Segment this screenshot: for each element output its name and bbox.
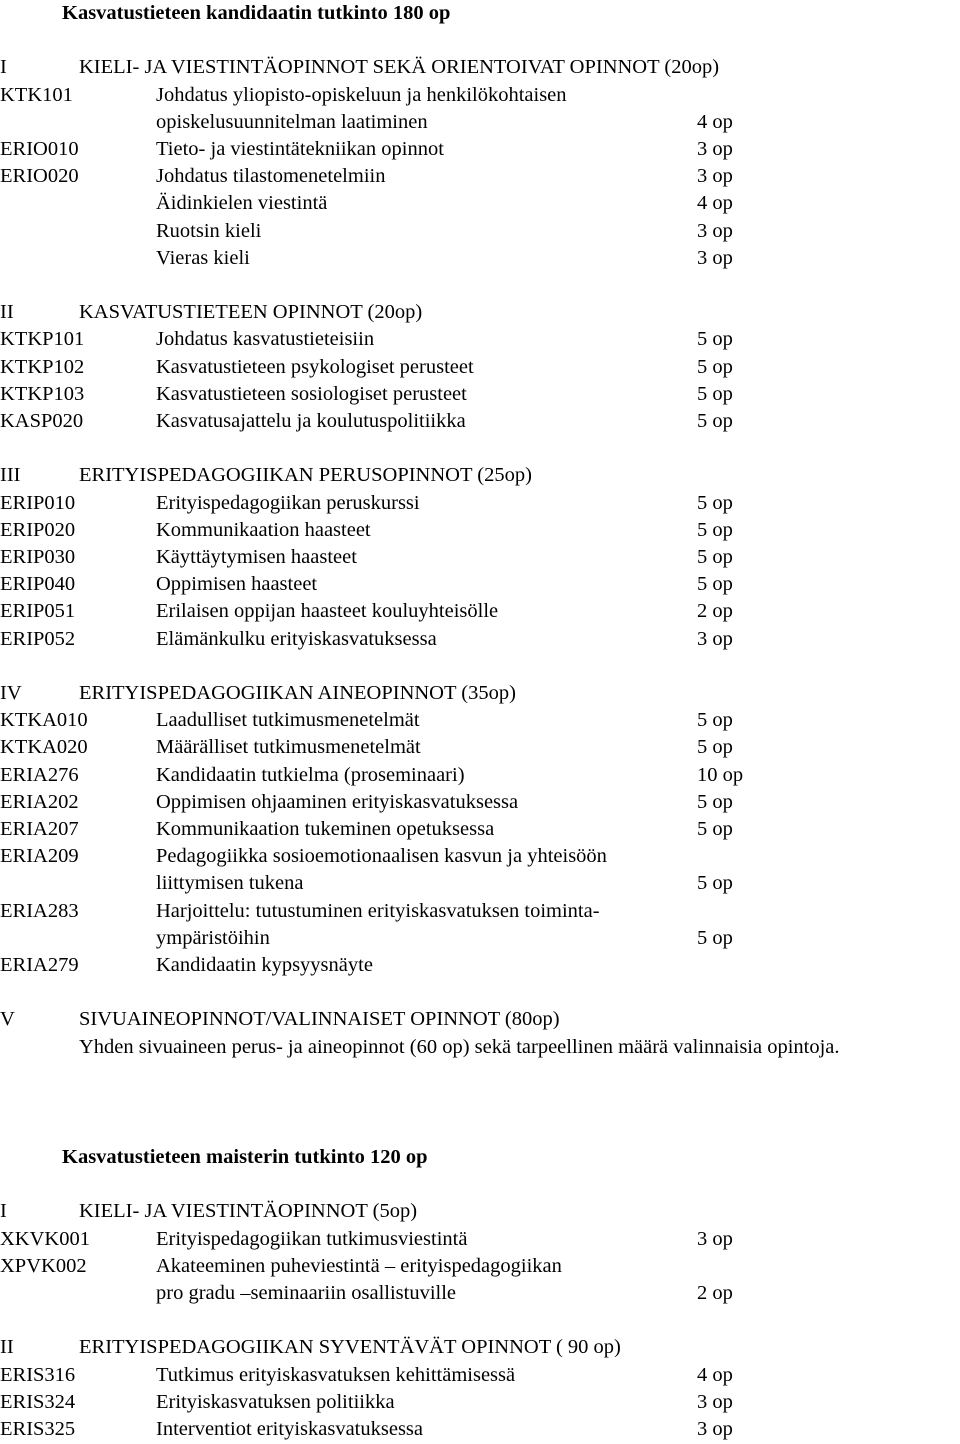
course-code: ERIP052 xyxy=(0,627,76,650)
section-heading: ERITYISPEDAGOGIIKAN SYVENTÄVÄT OPINNOT ( 90 op) xyxy=(79,1336,621,1359)
course-code: KASP020 xyxy=(0,410,84,432)
course-code: ERIA209 xyxy=(0,845,79,868)
section-number: II xyxy=(0,1336,14,1359)
course-code: KTKP103 xyxy=(0,382,85,405)
course-credits: 3 op xyxy=(697,138,733,160)
course-credits: 5 op xyxy=(697,382,733,405)
course-credits: 3 op xyxy=(697,627,733,650)
course-credits: 5 op xyxy=(697,573,733,596)
section-number: I xyxy=(0,56,7,79)
section-heading: KIELI- JA VIESTINTÄOPINNOT (5op) xyxy=(79,1200,418,1223)
course-credits: 3 op xyxy=(697,1418,733,1440)
course-name: Pedagogiikka sosioemotionaalisen kasvun ja yhteisöön xyxy=(156,845,607,868)
course-name: Oppimisen haasteet xyxy=(156,573,318,596)
course-credits: 5 op xyxy=(697,546,733,568)
course-code: KTKA020 xyxy=(0,736,88,759)
course-code: ERIA279 xyxy=(0,954,79,976)
section-number: II xyxy=(0,301,14,324)
course-code: ERIO020 xyxy=(0,165,79,188)
course-code: ERIA283 xyxy=(0,899,79,922)
course-name: liittymisen tukena xyxy=(156,872,304,895)
course-code: ERIS316 xyxy=(0,1363,76,1386)
course-code: ERIP040 xyxy=(0,573,76,596)
section-heading: ERITYISPEDAGOGIIKAN PERUSOPINNOT (25op) xyxy=(79,464,532,487)
course-name: Kasvatustieteen psykologiset perusteet xyxy=(156,355,474,378)
course-name: Tutkimus erityiskasvatuksen kehittämisessä xyxy=(156,1363,516,1386)
course-credits: 10 op xyxy=(697,763,744,786)
course-name: Kommunikaation haasteet xyxy=(156,518,371,541)
course-code: ERIA202 xyxy=(0,790,79,813)
course-code: ERIS325 xyxy=(0,1418,76,1440)
course-credits: 5 op xyxy=(697,736,733,759)
course-code: XKVK001 xyxy=(0,1227,90,1250)
course-credits: 3 op xyxy=(697,165,733,188)
course-code: ERIA276 xyxy=(0,763,79,786)
course-credits: 3 op xyxy=(697,1227,733,1250)
section-heading: SIVUAINEOPINNOT/VALINNAISET OPINNOT (80op) xyxy=(79,1008,560,1031)
course-name: opiskelusuunnitelman laatiminen xyxy=(156,110,428,133)
course-name: Erityispedagogiikan peruskurssi xyxy=(156,491,420,514)
course-name: Erityispedagogiikan tutkimusviestintä xyxy=(156,1227,468,1250)
section-heading: KIELI- JA VIESTINTÄOPINNOT SEKÄ ORIENTOIVAT OPINNOT (20op) xyxy=(79,56,720,79)
course-name: Interventiot erityiskasvatuksessa xyxy=(156,1418,424,1440)
course-credits: 5 op xyxy=(697,709,733,732)
course-name: Johdatus yliopisto-opiskeluun ja henkilökohtaisen xyxy=(156,83,567,106)
section-heading: KASVATUSTIETEEN OPINNOT (20op) xyxy=(79,301,423,324)
course-name: Johdatus tilastomenetelmiin xyxy=(156,165,386,188)
course-code: ERIP020 xyxy=(0,518,76,541)
course-code: KTKP101 xyxy=(0,328,85,351)
course-name: Kandidaatin tutkielma (proseminaari) xyxy=(156,763,465,786)
course-name: Kandidaatin kypsyysnäyte xyxy=(156,954,373,976)
course-name: ympäristöihin xyxy=(156,926,270,949)
course-name: Johdatus kasvatustieteisiin xyxy=(156,328,375,351)
course-credits: 2 op xyxy=(697,600,733,623)
course-code: XPVK002 xyxy=(0,1254,87,1277)
course-credits: 2 op xyxy=(697,1282,733,1304)
course-credits: 3 op xyxy=(697,219,733,242)
course-name: Elämänkulku erityiskasvatuksessa xyxy=(156,627,437,650)
course-code: ERIO010 xyxy=(0,138,79,160)
course-name: Erilaisen oppijan haasteet kouluyhteisölle xyxy=(156,600,499,623)
course-credits: 5 op xyxy=(697,790,733,813)
course-code: ERIP010 xyxy=(0,491,76,514)
course-name: Ruotsin kieli xyxy=(156,219,262,242)
course-name: Käyttäytymisen haasteet xyxy=(156,546,357,568)
course-credits: 5 op xyxy=(697,328,733,351)
course-name: Harjoittelu: tutustuminen erityiskasvatuksen toiminta- xyxy=(156,899,600,922)
course-credits: 5 op xyxy=(697,872,733,895)
course-credits: 5 op xyxy=(697,491,733,514)
course-name: Kasvatusajattelu ja koulutuspolitiikka xyxy=(156,410,466,432)
section-heading: ERITYISPEDAGOGIIKAN AINEOPINNOT (35op) xyxy=(79,682,516,704)
course-name: pro gradu –seminaariin osallistuville xyxy=(156,1282,457,1304)
course-code: KTK101 xyxy=(0,83,73,106)
course-name: Erityiskasvatuksen politiikka xyxy=(156,1390,395,1413)
course-name: Kommunikaation tukeminen opetuksessa xyxy=(156,818,495,840)
course-credits: 3 op xyxy=(697,246,733,269)
course-credits: 4 op xyxy=(697,1363,733,1386)
course-code: ERIA207 xyxy=(0,818,79,840)
course-credits: 4 op xyxy=(697,110,733,133)
course-name: Tieto- ja viestintätekniikan opinnot xyxy=(156,138,444,160)
course-code: ERIP051 xyxy=(0,600,76,623)
section-number: IV xyxy=(0,682,22,704)
section-number: I xyxy=(0,1200,7,1223)
section-note: Yhden sivuaineen perus- ja aineopinnot (60 op) sekä tarpeellinen määrä valinnaisia opintoja. xyxy=(79,1035,840,1058)
course-code: KTKP102 xyxy=(0,355,85,378)
course-credits: 5 op xyxy=(697,355,733,378)
course-credits: 5 op xyxy=(697,926,733,949)
course-code: KTKA010 xyxy=(0,709,88,732)
course-code: ERIS324 xyxy=(0,1390,76,1413)
course-name: Akateeminen puheviestintä – erityispedagogiikan xyxy=(156,1254,562,1277)
degree-title: Kasvatustieteen maisterin tutkinto 120 op xyxy=(62,1146,428,1168)
course-name: Äidinkielen viestintä xyxy=(156,192,328,215)
course-credits: 5 op xyxy=(697,818,733,840)
degree-title: Kasvatustieteen kandidaatin tutkinto 180 op xyxy=(62,2,451,24)
course-credits: 5 op xyxy=(697,410,733,432)
course-code: ERIP030 xyxy=(0,546,76,568)
course-name: Kasvatustieteen sosiologiset perusteet xyxy=(156,382,467,405)
section-number: III xyxy=(0,464,21,487)
course-credits: 5 op xyxy=(697,518,733,541)
course-credits: 3 op xyxy=(697,1390,733,1413)
course-credits: 4 op xyxy=(697,192,733,215)
section-number: V xyxy=(0,1008,15,1031)
course-name: Määrälliset tutkimusmenetelmät xyxy=(156,736,421,759)
course-name: Oppimisen ohjaaminen erityiskasvatuksessa xyxy=(156,790,519,813)
course-name: Laadulliset tutkimusmenetelmät xyxy=(156,709,420,732)
course-name: Vieras kieli xyxy=(156,246,250,269)
